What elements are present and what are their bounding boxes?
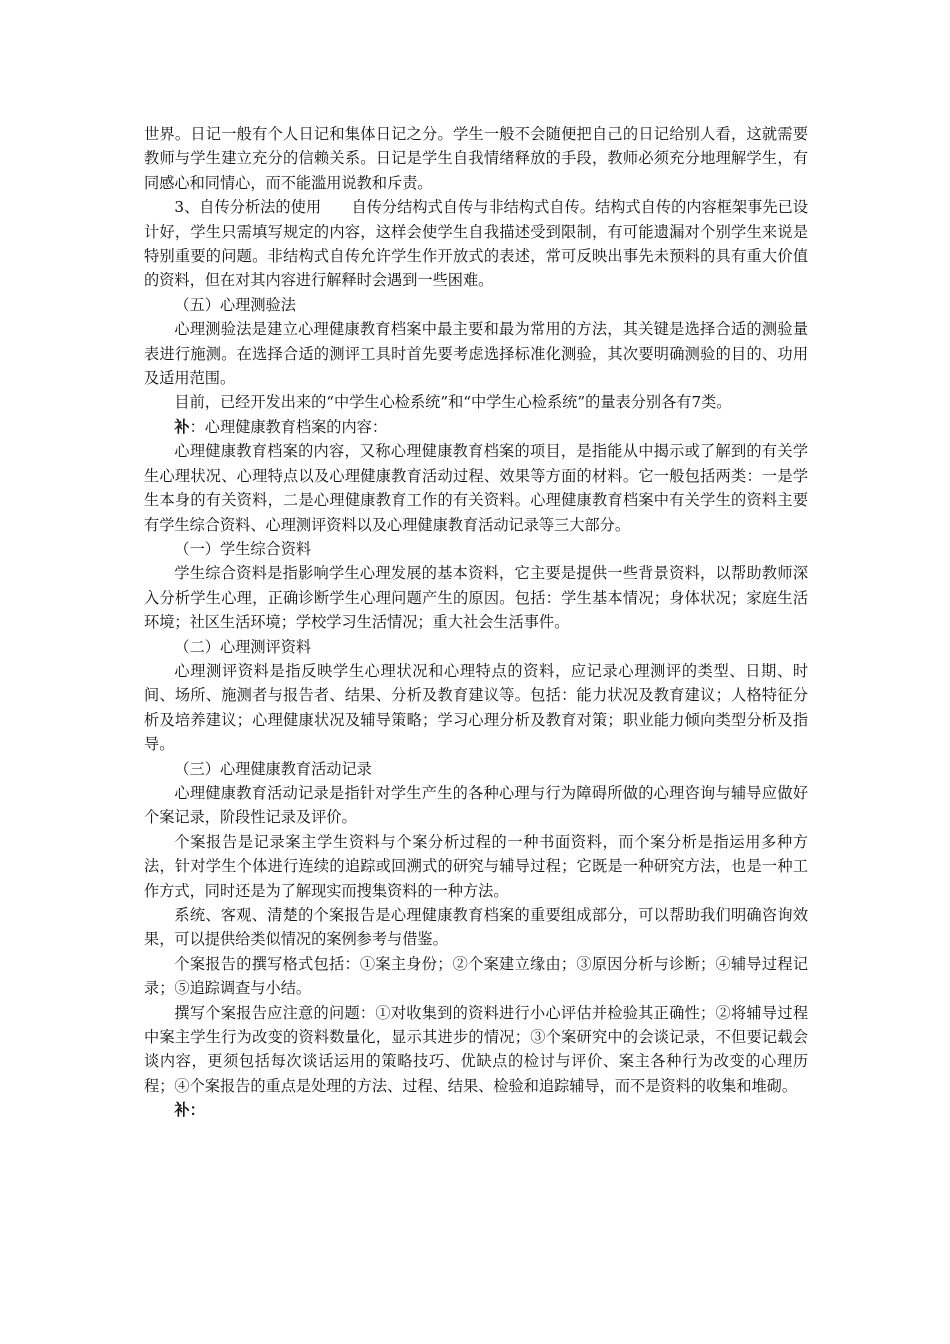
paragraph-psych-assessment-data: 心理测评资料是指反映学生心理状况和心理特点的资料，应记录心理测评的类型、日期、时间、场所、施测者与报告者、结果、分析及教育建议等。包括：能力状况及教育建议；人格特征分析及培养建议；心理健康状况及辅导策略；学习心理分析及教育对策；职业能力倾向类型分析及指导。 xyxy=(144,661,808,754)
document-page xyxy=(144,122,808,1123)
paragraph-student-general-data: 学生综合资料是指影响学生心理发展的基本资料，它主要是提供一些背景资料，以帮助教师深入分析学生心理，正确诊断学生心理问题产生的原因。包括：学生基本情况；身体状况；家庭生活环境；社区生活环境；学校学习生活情况；重大社会生活事件。 xyxy=(144,564,808,632)
heading-psych-test-method: （五）心理测验法 xyxy=(174,295,296,314)
supplement-title: ：心理健康教育档案的内容： xyxy=(189,417,388,436)
autobiography-heading: 3、自传分析法的使用 xyxy=(174,198,322,217)
heading-activity-records: （三）心理健康教育活动记录 xyxy=(174,759,372,778)
paragraph-autobiography-method xyxy=(144,195,808,293)
paragraph-case-report-notes: 撰写个案报告应注意的问题：①对收集到的资料进行小心评估并检验其正确性；②将辅导过程中案主学生行为改变的资料数量化，显示其进步的情况；③个案研究中的会谈记录，不但要记载会谈内容，更须包括每次谈话运用的策略技巧、优缺点的检讨与评价、案主各种行为改变的心理历程；④个案报告的重点是处理的方法、过程、结果、检验和追踪辅导，而不是资料的收集和堆砌。 xyxy=(144,1003,808,1095)
paragraph-case-report: 个案报告是记录案主学生资料与个案分析过程的一种书面资料，而个案分析是指运用多种方法，针对学生个体进行连续的追踪或回溯式的研究与辅导过程；它既是一种研究方法，也是一种工作方式，同时还是为了解现实而搜集资料的一种方法。 xyxy=(144,832,808,900)
paragraph-diary-continuation: 世界。日记一般有个人日记和集体日记之分。学生一般不会随便把自己的日记给别人看，这就需要教师与学生建立充分的信赖关系。日记是学生自我情绪释放的手段，教师必须充分地理解学生，有同感心和同情心，而不能滥用说教和斥责。 xyxy=(144,125,808,192)
supplement-heading xyxy=(144,415,808,439)
heading-student-general-data: （一）学生综合资料 xyxy=(174,539,312,558)
paragraph-case-report-importance: 系统、客观、清楚的个案报告是心理健康教育档案的重要组成部分，可以帮助我们明确咨询效果，可以提供给类似情况的案例参考与借鉴。 xyxy=(144,906,808,949)
supplement-label: 补 xyxy=(174,417,190,436)
supplement-footer-label: 补： xyxy=(174,1101,205,1120)
paragraph-psych-test-method: 心理测验法是建立心理健康教育档案中最主要和最为常用的方法，其关键是选择合适的测验量表进行施测。在选择合适的测评工具时首先要考虑选择标准化测验，其次要明确测验的目的、功用及适用范围。 xyxy=(144,320,808,388)
paragraph-archive-contents: 心理健康教育档案的内容，又称心理健康教育档案的项目，是指能从中揭示或了解到的有关学生心理状况、心理特点以及心理健康教育活动过程、效果等方面的材料。它一般包括两类：一是学生本身的有关资料，二是心理健康教育工作的有关资料。心理健康教育档案中有关学生的资料主要有学生综合资料、心理测评资料以及心理健康教育活动记录等三大部分。 xyxy=(144,442,808,534)
autobiography-body: 自传分结构式自传与非结构式自传。结构式自传的内容框架事先已设计好，学生只需填写规定的内容，这样会使学生自我描述受到限制，有可能遗漏对个别学生来说是特别重要的问题。非结构式自传允许学生作开放式的表述，常可反映出事先未预料的具有重大价值的资料，但在对其内容进行解释时会遇到一些困难。 xyxy=(144,198,809,290)
paragraph-activity-records: 心理健康教育活动记录是指针对学生产生的各种心理与行为障碍所做的心理咨询与辅导应做好个案记录，阶段性记录及评价。 xyxy=(144,783,808,827)
paragraph-case-report-format: 个案报告的撰写格式包括：①案主身份；②个案建立缘由；③原因分析与诊断；④辅导过程记录；⑤追踪调查与小结。 xyxy=(144,954,808,998)
paragraph-test-systems: 目前，已经开发出来的“中学生心检系统”和“中学生心检系统”的量表分别各有7类。 xyxy=(174,393,732,412)
heading-psych-assessment-data: （二）心理测评资料 xyxy=(174,637,312,656)
